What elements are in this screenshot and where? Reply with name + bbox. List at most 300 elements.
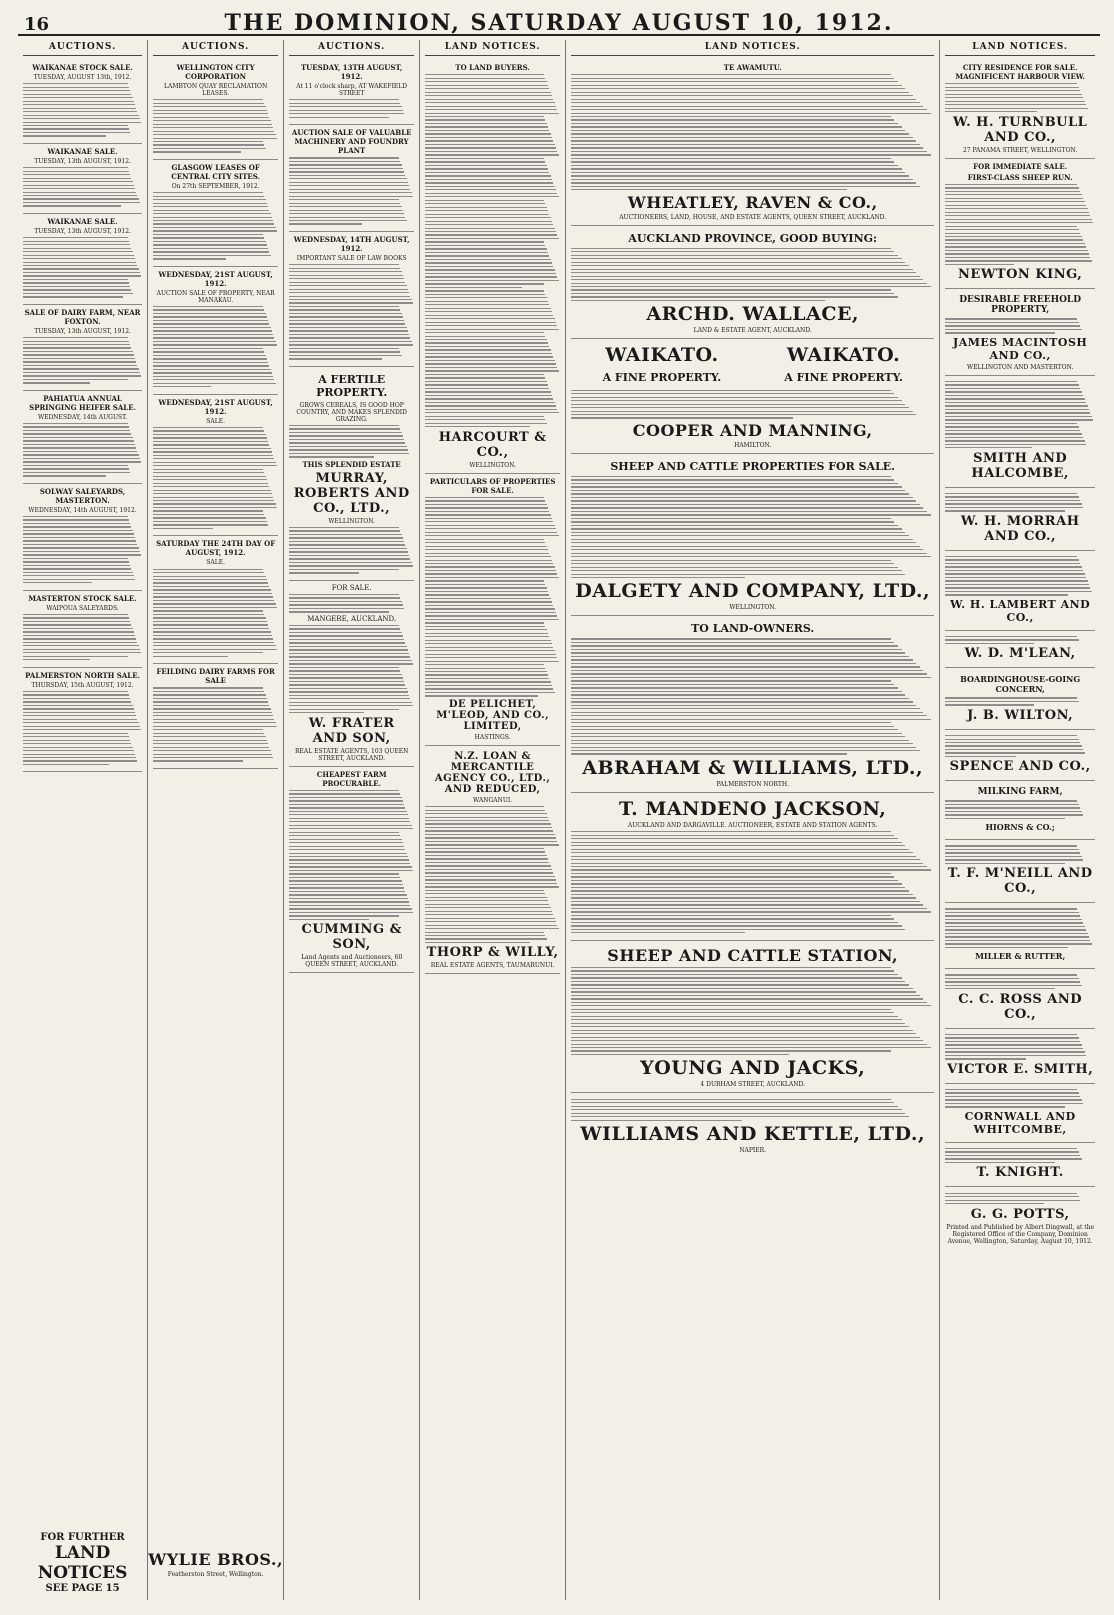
text-line	[153, 444, 269, 445]
text-line	[23, 628, 133, 629]
land-buyers-ad	[425, 60, 560, 474]
text-line	[153, 206, 268, 207]
text-line	[153, 230, 277, 231]
text-line	[945, 416, 1092, 417]
text-line	[289, 217, 405, 218]
text-line	[425, 402, 554, 403]
text-line	[23, 472, 130, 473]
text-line	[571, 708, 920, 709]
text-line	[425, 262, 552, 263]
text-line	[571, 140, 916, 141]
text-line	[289, 171, 404, 172]
text-line	[153, 106, 266, 107]
text-line	[945, 591, 1092, 592]
text-line	[153, 369, 271, 370]
text-line	[425, 276, 557, 277]
text-line	[945, 229, 1078, 230]
ad-heading: TUESDAY, 13TH AUGUST, 1912.	[300, 63, 403, 81]
text-line	[153, 722, 276, 723]
text-line	[289, 635, 403, 636]
text-line	[153, 334, 273, 335]
ad-heading: TO LAND-OWNERS.	[691, 622, 815, 636]
text-line	[425, 123, 546, 124]
text-line	[23, 708, 134, 709]
text-line	[23, 694, 129, 695]
text-line	[425, 532, 557, 533]
text-line	[289, 628, 400, 629]
text-line	[289, 712, 364, 713]
text-line	[289, 316, 403, 317]
text-line	[571, 539, 912, 540]
text-line	[571, 1019, 902, 1020]
body-text-block	[571, 476, 934, 578]
text-line	[153, 698, 267, 699]
body-text-block	[571, 638, 934, 754]
firm-name: CUMMING & SON,	[301, 922, 402, 953]
body-text-block	[945, 800, 1095, 819]
text-line	[289, 565, 413, 566]
text-line	[153, 719, 274, 720]
text-line	[945, 250, 1087, 251]
knight-ad	[945, 1143, 1095, 1188]
column-land-notices-3	[940, 40, 1100, 1600]
text-line	[153, 330, 272, 331]
body-text-block	[945, 381, 1095, 449]
text-line	[425, 504, 546, 505]
text-line	[289, 814, 408, 815]
text-line	[289, 192, 412, 193]
auction-notice	[289, 125, 414, 232]
text-line	[571, 740, 909, 741]
text-line	[571, 687, 898, 688]
text-line	[571, 158, 891, 159]
body-text-block	[945, 1089, 1095, 1108]
auction-notice	[23, 214, 142, 305]
text-line	[425, 932, 544, 933]
text-line	[945, 402, 1086, 403]
text-line	[571, 1002, 927, 1003]
text-line	[153, 383, 276, 384]
text-line	[153, 621, 267, 622]
text-line	[425, 841, 557, 842]
text-line	[23, 719, 137, 720]
text-line	[425, 539, 544, 540]
text-line	[571, 1047, 931, 1048]
body-text-block	[153, 569, 278, 657]
text-line	[289, 551, 408, 552]
text-line	[23, 241, 129, 242]
text-line	[23, 382, 90, 383]
text-line	[289, 449, 408, 450]
text-line	[23, 118, 140, 119]
text-line	[153, 220, 273, 221]
further-notices	[18, 1532, 147, 1594]
firm-address: 4 DURHAM STREET, AUCKLAND.	[700, 1081, 805, 1089]
text-line	[425, 897, 546, 898]
text-line	[153, 131, 274, 132]
text-line	[571, 493, 909, 494]
text-line	[945, 919, 1081, 920]
text-line	[571, 258, 902, 259]
text-line	[153, 586, 269, 587]
column-heading: LAND NOTICES.	[425, 40, 560, 56]
text-line	[289, 106, 402, 107]
body-text-block	[289, 594, 414, 613]
text-line	[153, 255, 271, 256]
text-line	[23, 262, 136, 263]
firm-name: NEWTON KING,	[958, 267, 1083, 283]
auction-notice	[23, 591, 142, 668]
text-line	[425, 81, 546, 82]
text-line	[571, 712, 923, 713]
text-line	[153, 479, 267, 480]
text-line	[945, 198, 1083, 199]
text-line	[289, 674, 402, 675]
text-line	[425, 834, 554, 835]
body-text-block	[425, 290, 560, 427]
text-line	[945, 845, 1077, 846]
text-line	[425, 210, 548, 211]
body-text-block	[945, 697, 1095, 705]
text-line	[289, 656, 410, 657]
text-line	[425, 217, 550, 218]
text-line	[945, 940, 1090, 941]
firm-name: W. H. LAMBERT AND CO.,	[950, 597, 1091, 624]
text-line	[289, 439, 404, 440]
text-line	[425, 140, 553, 141]
text-line	[23, 341, 129, 342]
text-line	[289, 597, 400, 598]
text-line	[571, 869, 931, 870]
text-line	[153, 743, 268, 744]
text-line	[289, 709, 399, 710]
text-line	[571, 1009, 891, 1010]
auction-notice	[23, 305, 142, 391]
text-line	[289, 793, 400, 794]
ad-subheading: IMPORTANT SALE OF LAW BOOKS	[296, 254, 407, 262]
text-line	[153, 251, 269, 252]
text-line	[571, 1044, 927, 1045]
text-line	[571, 525, 898, 526]
text-line	[571, 876, 894, 877]
text-line	[153, 323, 269, 324]
text-line	[425, 419, 545, 420]
text-line	[571, 932, 745, 933]
text-line	[571, 656, 909, 657]
text-line	[153, 320, 268, 321]
text-line	[425, 542, 545, 543]
text-line	[23, 750, 134, 751]
column-land-notices-1	[420, 40, 566, 1600]
ad-subheading: GROWS CEREALS, IS GOOD HOP COUNTRY, AND MAKES SPLENDID GRAZING.	[296, 401, 407, 423]
text-line	[153, 455, 273, 456]
text-line	[571, 838, 898, 839]
text-line	[289, 705, 413, 706]
firm-address: REAL ESTATE AGENTS, TAUMARUNUI.	[430, 962, 555, 970]
text-line	[289, 206, 402, 207]
text-line	[153, 448, 271, 449]
text-line	[153, 103, 264, 104]
text-line	[945, 507, 1083, 508]
text-line	[289, 905, 410, 906]
text-line	[23, 726, 140, 727]
text-line	[425, 193, 557, 194]
text-line	[23, 579, 135, 580]
text-line	[945, 1034, 1077, 1035]
text-line	[289, 541, 404, 542]
text-line	[945, 912, 1078, 913]
text-line	[23, 237, 128, 238]
text-line	[23, 712, 135, 713]
text-line	[425, 412, 559, 413]
city-residence-ad	[945, 60, 1095, 159]
text-line	[945, 1048, 1083, 1049]
text-line	[571, 414, 916, 415]
text-line	[23, 90, 130, 91]
text-line	[571, 126, 902, 127]
text-line	[23, 279, 128, 280]
text-line	[425, 189, 556, 190]
ad-subheading: MANGERE, AUCKLAND.	[307, 614, 397, 623]
text-line	[425, 942, 530, 943]
text-line	[425, 231, 556, 232]
ad-heading: WEDNESDAY, 21ST AUGUST, 1912.	[158, 397, 273, 416]
text-line	[571, 638, 891, 639]
fine-row	[571, 368, 934, 387]
text-line	[425, 241, 544, 242]
text-line	[289, 681, 404, 682]
text-line	[23, 375, 141, 376]
text-line	[571, 1030, 912, 1031]
text-line	[571, 276, 920, 277]
text-line	[23, 458, 140, 459]
text-line	[571, 863, 923, 864]
text-line	[289, 646, 407, 647]
text-line	[425, 370, 559, 371]
text-line	[571, 866, 927, 867]
text-line	[945, 639, 1078, 640]
text-line	[289, 667, 399, 668]
body-text-block	[571, 74, 934, 190]
text-line	[571, 397, 898, 398]
text-line	[289, 285, 407, 286]
text-line	[945, 933, 1087, 934]
text-line	[425, 398, 553, 399]
text-line	[945, 814, 1083, 815]
text-line	[289, 537, 403, 538]
text-line	[23, 736, 129, 737]
text-line	[153, 313, 266, 314]
text-line	[425, 147, 556, 148]
text-line	[425, 629, 546, 630]
text-line	[289, 908, 412, 909]
text-line	[153, 351, 264, 352]
text-line	[425, 336, 545, 337]
text-line	[23, 526, 131, 527]
text-line	[571, 722, 891, 723]
text-line	[289, 807, 405, 808]
text-line	[289, 663, 413, 664]
text-line	[571, 95, 912, 96]
body-text-block	[945, 1148, 1095, 1163]
text-line	[425, 214, 549, 215]
body-text-block	[289, 790, 414, 920]
text-line	[571, 144, 920, 145]
text-line	[289, 99, 399, 100]
text-line	[23, 451, 137, 452]
text-line	[571, 835, 894, 836]
text-line	[425, 384, 548, 385]
text-line	[23, 547, 139, 548]
text-line	[425, 130, 549, 131]
text-line	[945, 1151, 1078, 1152]
text-line	[153, 701, 268, 702]
boardinghouse-ad	[945, 668, 1095, 729]
text-line	[425, 88, 549, 89]
text-line	[571, 649, 902, 650]
text-line	[23, 135, 106, 136]
ad-heading: CHEAPEST FARM PROCURABLE.	[316, 769, 387, 788]
text-line	[945, 1051, 1084, 1052]
waikato-row	[571, 342, 934, 368]
firm-address: WELLINGTON.	[469, 461, 516, 469]
text-line	[23, 461, 141, 462]
text-line	[571, 670, 923, 671]
text-line	[289, 210, 403, 211]
text-line	[23, 544, 137, 545]
text-line	[945, 947, 1068, 948]
text-line	[289, 175, 405, 176]
text-line	[153, 600, 274, 601]
text-line	[23, 519, 129, 520]
text-line	[23, 656, 128, 657]
text-line	[23, 747, 133, 748]
text-line	[571, 988, 912, 989]
body-text-block	[945, 908, 1095, 948]
text-line	[153, 729, 263, 730]
text-line	[153, 486, 269, 487]
text-line	[153, 582, 268, 583]
body-text-block	[23, 83, 142, 137]
text-line	[571, 977, 902, 978]
text-line	[571, 300, 825, 301]
firm-address: HASTINGS.	[474, 733, 511, 741]
text-line	[571, 1033, 916, 1034]
text-line	[153, 376, 273, 377]
text-line	[153, 341, 276, 342]
text-line	[571, 85, 902, 86]
firm-name: HIORNS & CO.;	[985, 822, 1055, 833]
text-line	[425, 349, 550, 350]
text-line	[571, 486, 902, 487]
text-line	[945, 752, 1084, 753]
text-line	[153, 379, 274, 380]
text-line	[945, 807, 1080, 808]
text-line	[425, 294, 545, 295]
text-line	[425, 674, 548, 675]
firm-name: W. FRATER AND SON,	[308, 715, 395, 746]
text-line	[425, 168, 548, 169]
firm-address: AUCTIONEERS, LAND, HOUSE, AND ESTATE AGENTS, QUEEN STREET, AUCKLAND.	[619, 213, 887, 221]
text-line	[153, 624, 268, 625]
text-line	[23, 272, 140, 273]
text-line	[23, 447, 136, 448]
text-line	[23, 635, 135, 636]
text-line	[425, 685, 552, 686]
auction-notice	[153, 160, 278, 267]
text-line	[571, 563, 894, 564]
text-line	[153, 469, 263, 470]
text-line	[945, 739, 1078, 740]
text-line	[425, 423, 546, 424]
text-line	[571, 154, 931, 155]
ad-subheading: WEDNESDAY, 14th AUGUST, 1912.	[28, 506, 137, 514]
text-line	[425, 161, 545, 162]
text-line	[289, 348, 399, 349]
text-line	[571, 1037, 920, 1038]
firm-address: HAMILTON.	[734, 441, 772, 449]
body-text-block	[23, 167, 142, 207]
text-line	[571, 88, 905, 89]
body-text-block	[23, 614, 142, 661]
text-line	[23, 347, 131, 348]
page-number: 16	[24, 14, 50, 35]
text-line	[153, 631, 271, 632]
text-line	[945, 409, 1089, 410]
text-line	[425, 570, 556, 571]
text-line	[289, 223, 362, 224]
text-line	[425, 918, 554, 919]
text-line	[425, 668, 545, 669]
text-line	[425, 844, 559, 845]
text-line	[23, 516, 128, 517]
text-line	[153, 510, 263, 511]
text-line	[571, 574, 905, 575]
text-line	[425, 608, 554, 609]
fine-right: A FINE PROPERTY.	[784, 371, 903, 385]
milking-farm-ad	[945, 781, 1095, 840]
text-line	[945, 915, 1080, 916]
text-line	[289, 323, 405, 324]
text-line	[425, 907, 550, 908]
text-line	[23, 715, 136, 716]
text-line	[571, 729, 898, 730]
text-line	[425, 813, 546, 814]
text-line	[945, 215, 1090, 216]
firm-address: AUCKLAND AND DARGAVILLE. AUCTIONEER, ESTATE AND STATION AGENTS.	[627, 821, 878, 829]
body-text-block	[153, 99, 278, 153]
body-text-block	[571, 1099, 934, 1121]
text-line	[23, 551, 140, 552]
text-line	[153, 192, 263, 193]
text-line	[289, 901, 409, 902]
text-line	[945, 1044, 1081, 1045]
firm-address: WELLINGTON.	[729, 604, 777, 612]
text-line	[571, 890, 909, 891]
text-line	[153, 726, 277, 727]
text-line	[945, 398, 1084, 399]
text-line	[945, 260, 1092, 261]
text-line	[945, 219, 1092, 220]
text-line	[945, 811, 1081, 812]
text-line	[153, 708, 271, 709]
text-line	[23, 705, 133, 706]
text-line	[289, 594, 399, 595]
text-line	[23, 572, 133, 573]
text-line	[571, 929, 905, 930]
text-line	[425, 820, 549, 821]
text-line	[425, 525, 554, 526]
